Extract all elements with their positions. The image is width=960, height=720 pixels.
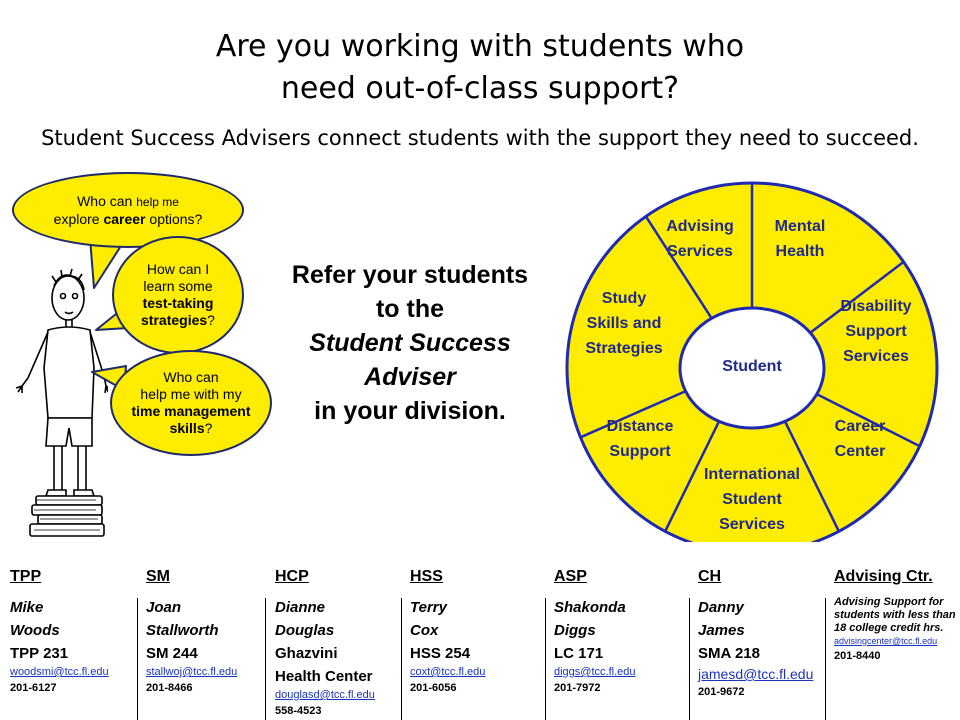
contact-last-name: Cox <box>410 622 439 639</box>
contact-email-link[interactable]: stallwoj@tcc.fl.edu <box>146 666 238 678</box>
wheel-mental-l1: Mental <box>774 218 826 235</box>
bubble-test-line2: learn some <box>143 278 213 294</box>
wheel-career-l2: Center <box>834 443 886 460</box>
wheel-distance-l2: Support <box>609 443 671 460</box>
contact-last-name: James <box>698 622 745 639</box>
bubble-career-text: Who can <box>77 192 137 209</box>
wheel-disability-l1: Disability <box>840 298 912 315</box>
column-divider <box>825 598 826 720</box>
wheel-segment-international <box>682 462 822 537</box>
wheel-mental-l2: Health <box>775 243 825 260</box>
bubble-career-line2: explore <box>53 210 104 227</box>
subtitle: Student Success Advisers connect students with the support they need to succeed. <box>41 126 919 150</box>
contact-code: HCP <box>275 568 309 585</box>
contact-first-name: Danny <box>698 599 744 616</box>
wheel-study-l2: Skills and <box>586 315 662 332</box>
contact-first-name: Joan <box>146 599 182 616</box>
refer-line-3: Student Success <box>309 329 511 357</box>
wheel-center-label: Student <box>722 358 782 375</box>
bubble-time-bold2: skills <box>169 420 205 436</box>
contact-phone: 201-6056 <box>410 682 457 694</box>
contact-office: LC 171 <box>554 645 604 662</box>
column-divider <box>401 598 402 720</box>
wheel-distance-l1: Distance <box>606 418 674 435</box>
wheel-segment-disability <box>806 294 946 369</box>
column-divider <box>265 598 266 720</box>
contact-last-name: Woods <box>10 622 60 639</box>
contact-phone: 201-7972 <box>554 682 601 694</box>
contact-tpp <box>10 566 136 720</box>
column-divider <box>689 598 690 720</box>
column-divider <box>545 598 546 720</box>
title-line-1: Are you working with students who <box>215 29 745 64</box>
bubble-time-management <box>110 350 272 456</box>
wheel-career-l1: Career <box>834 418 886 435</box>
contact-phone: 201-6127 <box>10 682 57 694</box>
contact-code: HSS <box>410 568 443 585</box>
contact-office: Ghazvini <box>275 645 338 662</box>
contact-office: SMA 218 <box>698 645 760 662</box>
contact-sm <box>146 566 266 720</box>
wheel-disability-l3: Services <box>843 348 909 365</box>
bubble-career-post: options? <box>145 210 203 227</box>
contact-code: CH <box>698 568 722 585</box>
refer-line-2: to the <box>375 295 445 323</box>
refer-line-1: Refer your students <box>291 261 529 289</box>
contact-description: Advising Support for students with less than 18 college credit hrs. <box>834 596 956 634</box>
contact-office: TPP 231 <box>10 645 69 662</box>
contact-code: TPP <box>10 568 42 585</box>
contact-email-link[interactable]: douglasd@tcc.fl.edu <box>275 689 375 701</box>
wheel-study-l1: Study <box>601 290 647 307</box>
contact-first-name: Dianne <box>275 599 326 616</box>
contact-office: SM 244 <box>146 645 198 662</box>
wheel-international-l2: Student <box>722 491 782 508</box>
contact-first-name: Mike <box>10 599 44 616</box>
contact-office: HSS 254 <box>410 645 471 662</box>
contact-phone: 201-9672 <box>698 686 745 698</box>
wheel-segment-career <box>790 414 930 464</box>
wheel-disability-l2: Support <box>845 323 907 340</box>
column-divider <box>137 598 138 720</box>
wheel-international-l3: Services <box>719 516 785 533</box>
contact-hcp <box>275 566 401 720</box>
contact-first-name: Terry <box>410 599 447 616</box>
bubble-time-line2: help me with my <box>140 386 242 402</box>
bubble-time-post: ? <box>204 420 213 436</box>
contact-email-link[interactable]: coxt@tcc.fl.edu <box>410 666 486 678</box>
contact-advising-center <box>834 566 960 720</box>
contact-code: Advising Ctr. <box>834 568 933 585</box>
bubble-test-bold1: test-taking <box>142 295 214 311</box>
refer-message <box>270 258 550 428</box>
contact-phone: 558-4523 <box>275 705 322 717</box>
wheel-study-l3: Strategies <box>585 340 663 357</box>
wheel-segment-distance <box>570 414 710 464</box>
bubble-test-line1: How can I <box>146 261 210 277</box>
contact-last-name: Stallworth <box>146 622 219 639</box>
wheel-international-l1: International <box>703 466 800 483</box>
contact-asp <box>554 566 688 720</box>
wheel-advising-l1: Advising <box>666 218 734 235</box>
wheel-advising-l2: Services <box>667 243 733 260</box>
title-line-2: need out-of-class support? <box>280 71 680 106</box>
refer-line-5: in your division. <box>314 397 506 425</box>
contact-hss <box>410 566 542 720</box>
bubble-time-bold1: time management <box>131 403 251 419</box>
bubble-time-line1: Who can <box>163 369 219 385</box>
contact-code: SM <box>146 568 170 585</box>
bubble-career-small: help me <box>136 194 179 209</box>
contacts-table <box>0 566 960 720</box>
contact-ch <box>698 566 822 720</box>
bubble-career <box>12 172 244 248</box>
contact-email-link[interactable]: diggs@tcc.fl.edu <box>554 666 636 678</box>
contact-email-link[interactable]: advisingcenter@tcc.fl.edu <box>834 636 938 646</box>
page-title <box>0 26 960 110</box>
contact-email-link[interactable]: woodsmi@tcc.fl.edu <box>10 666 109 678</box>
wheel-segment-mental-health <box>730 214 870 264</box>
refer-line-4: Adviser <box>364 363 456 391</box>
bubble-test-post: ? <box>207 312 215 328</box>
contact-office-line2: Health Center <box>275 668 373 685</box>
contact-last-name: Douglas <box>275 622 335 639</box>
contact-phone: 201-8466 <box>146 682 193 694</box>
contact-first-name: Shakonda <box>554 599 626 616</box>
bubble-test-taking <box>112 236 244 354</box>
bubble-career-bold: career <box>103 210 146 227</box>
contact-code: ASP <box>554 568 587 585</box>
wheel-segment-study-skills <box>554 286 694 361</box>
contact-last-name: Diggs <box>554 622 596 639</box>
bubble-test-bold2: strategies <box>141 312 208 328</box>
contact-email-link[interactable]: jamesd@tcc.fl.edu <box>698 666 814 682</box>
contact-phone: 201-8440 <box>834 650 881 662</box>
